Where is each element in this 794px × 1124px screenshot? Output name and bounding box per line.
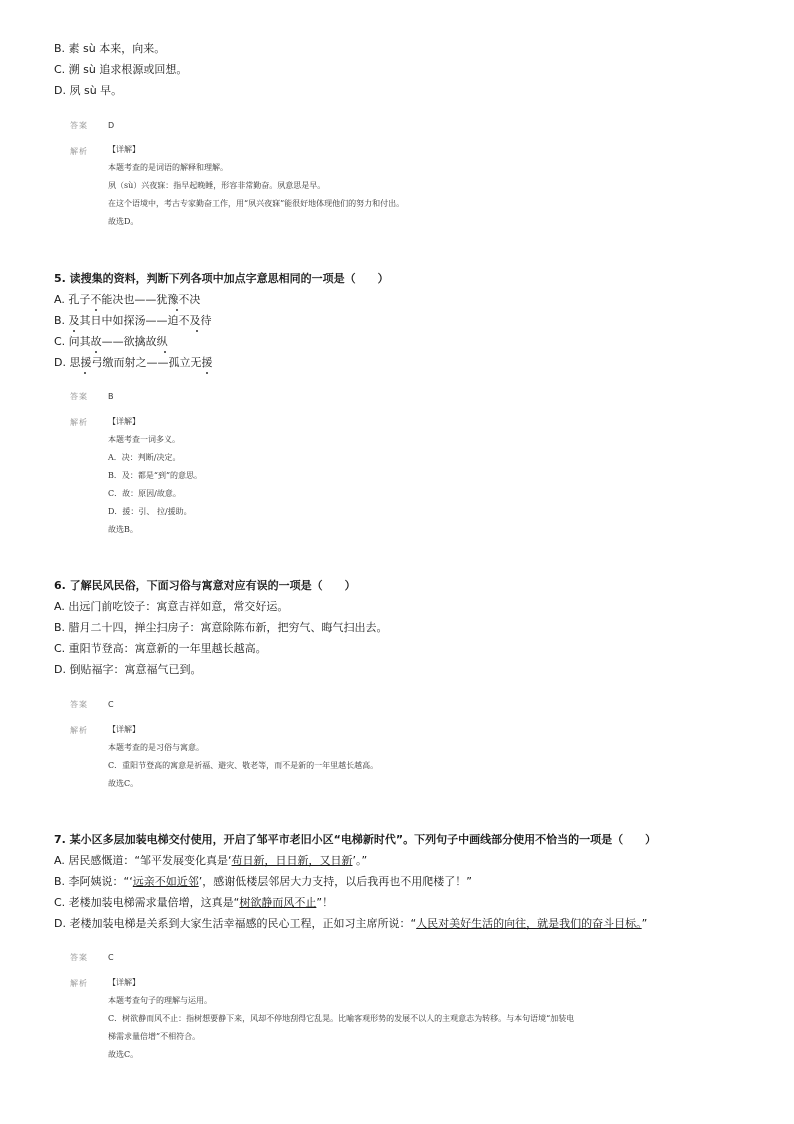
emphasis-dot — [176, 309, 178, 311]
q6-option-d: D. 倒贴福字：寓意福气已到。 — [54, 663, 202, 676]
q7-analysis-line: 故选C。 — [108, 1050, 139, 1059]
q4-analysis-heading: 【详解】 — [108, 145, 140, 154]
question-stem: 7. 某小区多层加装电梯交付使用，开启了邹平市老旧小区“电梯新时代”。下列句子中画线部分使用不恰当的一项是（ ） — [54, 833, 657, 846]
q7-option-d — [54, 917, 647, 931]
q5-analysis-line: B．及：都是“到”的意思。 — [108, 471, 203, 480]
emphasis-dot — [73, 330, 75, 332]
underlined-phrase: 树欲静而风不止 — [239, 896, 317, 909]
q7-option-b — [54, 875, 472, 889]
option-text: ’。” — [352, 854, 368, 867]
q7-analysis-line: 梯需求量倍增”不相符合。 — [108, 1032, 201, 1041]
q4-answer: D — [108, 121, 115, 130]
answer-label: 答案 — [70, 392, 88, 401]
emphasis-dot — [206, 372, 208, 374]
question-stem: 6. 了解民风民俗，下面习俗与寓意对应有误的一项是（ ） — [54, 579, 356, 592]
q5-analysis-line: D．援：引、 拉/援助。 — [108, 507, 192, 516]
underlined-phrase: 人民对美好生活的向往，就是我们的奋斗目标。 — [416, 917, 642, 930]
q7-analysis-heading: 【详解】 — [108, 978, 140, 987]
q4-analysis-line: 本题考查的是词语的解释和理解。 — [108, 163, 228, 172]
option-text: D. 老楼加装电梯是关系到大家生活幸福感的民心工程，正如习主席所说：“ — [54, 917, 417, 930]
q7-answer: C — [108, 953, 114, 962]
q5-analysis-heading: 【详解】 — [108, 417, 140, 426]
option-text: ” — [641, 917, 648, 930]
q7-analysis-line: C．树欲静而风不止：指树想要静下来，风却不停地刮得它乱晃。比喻客观形势的发展不以人的主观意志为转移。与本句语境“加装电 — [108, 1014, 575, 1023]
option-text: C. 老楼加装电梯需求量倍增，这真是“ — [54, 896, 240, 909]
q6-option-a: A. 出远门前吃饺子：寓意吉祥如意，常交好运。 — [54, 600, 289, 613]
analysis-label: 解析 — [70, 147, 88, 156]
q7-analysis-line: 本题考查句子的理解与运用。 — [108, 996, 212, 1005]
emphasis-dot — [196, 330, 198, 332]
q6-analysis-line: 故选C。 — [108, 779, 139, 788]
q4-option-b: B. 素 sù 本来，向来。 — [54, 42, 166, 55]
q5-analysis-line: C．故：原因/故意。 — [108, 489, 181, 498]
analysis-label: 解析 — [70, 418, 88, 427]
q6-analysis-line: 本题考查的是习俗与寓意。 — [108, 743, 204, 752]
q6-option-c: C. 重阳节登高：寓意新的一年里越长越高。 — [54, 642, 267, 655]
analysis-label: 解析 — [70, 726, 88, 735]
q4-option-c: C. 溯 sù 追求根源或回想。 — [54, 63, 188, 76]
q7-option-a — [54, 854, 367, 868]
q7-option-c — [54, 896, 333, 910]
option-text: B. 李阿姨说：“‘ — [54, 875, 133, 888]
q4-option-d: D. 夙 sù 早。 — [54, 84, 123, 97]
option-text: ’，感谢低楼层邻居大力支持，以后我再也不用爬楼了！” — [198, 875, 472, 888]
q5-analysis-line: 本题考查一词多义。 — [108, 435, 180, 444]
answer-label: 答案 — [70, 953, 88, 962]
q6-answer: C — [108, 700, 114, 709]
emphasis-dot — [164, 351, 166, 353]
q6-analysis-line: C．重阳节登高的寓意是祈福、避灾、敬老等，而不是新的一年里越长越高。 — [108, 761, 379, 770]
analysis-label: 解析 — [70, 979, 88, 988]
underlined-phrase: 远亲不如近邻 — [132, 875, 199, 888]
emphasis-dot — [95, 309, 97, 311]
emphasis-dot — [84, 372, 86, 374]
q5-option-d: D. 思援弓缴而射之——孤立无援 — [54, 356, 213, 369]
q6-option-b: B. 腊月二十四，掸尘扫房子：寓意除陈布新，把穷气、晦气扫出去。 — [54, 621, 388, 634]
q5-option-a: A. 孔子不能决也——犹豫不决 — [54, 293, 201, 306]
q5-analysis-line: 故选B。 — [108, 525, 138, 534]
q5-analysis-line: A．决：判断/决定。 — [108, 453, 181, 462]
emphasis-dot — [95, 351, 97, 353]
q5-option-b: B. 及其日中如探汤——迫不及待 — [54, 314, 212, 327]
q4-analysis-line: 在这个语境中，考古专家勤奋工作，用“夙兴夜寐”能很好地体现他们的努力和付出。 — [108, 199, 405, 208]
q4-analysis-line: 夙（sù）兴夜寐：指早起晚睡，形容非常勤奋。夙意思是早。 — [108, 181, 326, 190]
q6-analysis-heading: 【详解】 — [108, 725, 140, 734]
answer-label: 答案 — [70, 700, 88, 709]
q5-option-c: C. 问其故——欲擒故纵 — [54, 335, 168, 348]
question-stem: 5. 读搜集的资料，判断下列各项中加点字意思相同的一项是（ ） — [54, 272, 389, 285]
option-text: A. 居民感慨道：“邹平发展变化真是‘ — [54, 854, 232, 867]
underlined-phrase: 苟日新，日日新，又日新 — [231, 854, 353, 867]
q4-analysis-line: 故选D。 — [108, 217, 139, 226]
answer-label: 答案 — [70, 121, 88, 130]
option-text: ”！ — [316, 896, 334, 909]
q5-answer: B — [108, 392, 114, 401]
